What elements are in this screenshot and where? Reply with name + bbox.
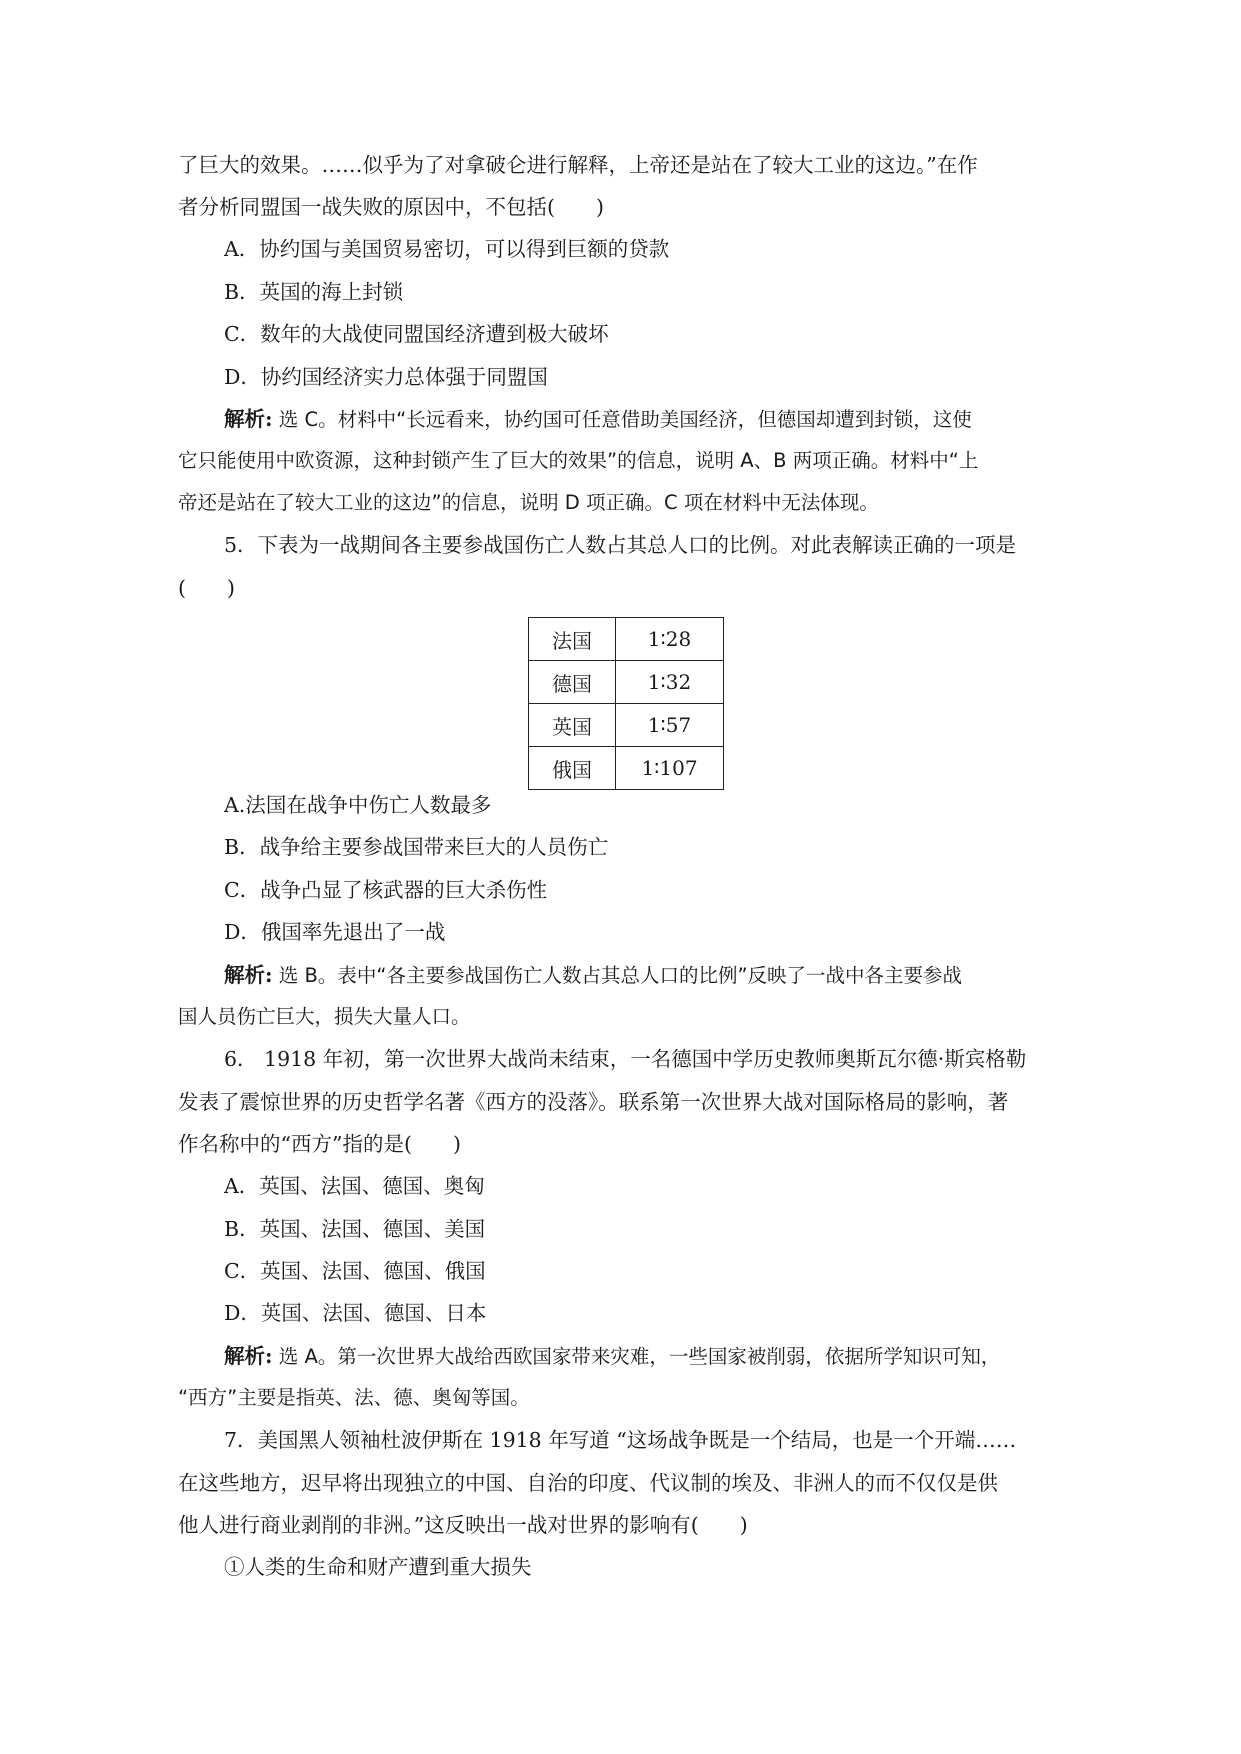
table-cell-country: 俄国	[529, 747, 616, 790]
analysis-text: 选 C。材料中“长远看来，协约国可任意借助美国经济，但德国却遭到封锁，这使	[272, 408, 972, 431]
q4-analysis-line	[224, 404, 1068, 435]
analysis-label: 解析:	[224, 1344, 273, 1368]
table-cell-ratio: 1∶28	[616, 618, 724, 661]
q5-option-a: A.法国在战争中伤亡人数最多	[224, 793, 492, 817]
q7-stem-line: 他人进行商业剥削的非洲。”这反映出一战对世界的影响有( )	[178, 1513, 748, 1537]
analysis-text: 选 A。第一次世界大战给西欧国家带来灾难，一些国家被削弱，依据所学知识可知，	[272, 1345, 1001, 1368]
table-cell-ratio: 1∶107	[616, 747, 724, 790]
q6-option-c: C．英国、法国、德国、俄国	[224, 1259, 486, 1283]
q5-option-c: C．战争凸显了核武器的巨大杀伤性	[224, 878, 548, 902]
table-row	[529, 704, 724, 747]
q6-analysis-line	[224, 1341, 1068, 1372]
q7-stem-line: 7．美国黑人领袖杜波伊斯在 1918 年写道 “这场战争既是一个结局，也是一个开端……	[224, 1428, 1017, 1452]
table-cell-ratio: 1∶57	[616, 704, 724, 747]
table-cell-country: 英国	[529, 704, 616, 747]
q6-stem-line: 作名称中的“西方”指的是( )	[178, 1132, 461, 1156]
q6-analysis-line: “西方”主要是指英、法、德、奥匈等国。	[178, 1386, 530, 1409]
q4-stem-line: 者分析同盟国一战失败的原因中，不包括( )	[178, 195, 604, 219]
q5-analysis-line	[224, 960, 1068, 991]
q7-item-1: ①人类的生命和财产遭到重大损失	[224, 1555, 532, 1579]
q4-option-b: B．英国的海上封锁	[224, 280, 404, 304]
analysis-text: 选 B。表中“各主要参战国伤亡人数占其总人口的比例”反映了一战中各主要参战	[272, 964, 963, 987]
q6-stem-line: 6． 1918 年初，第一次世界大战尚未结束，一名德国中学历史教师奥斯瓦尔德·斯宾格勒	[224, 1047, 1027, 1071]
analysis-label: 解析:	[224, 963, 273, 987]
q5-stem-line: 5．下表为一战期间各主要参战国伤亡人数占其总人口的比例。对此表解读正确的一项是	[224, 533, 1017, 557]
q4-analysis-line: 它只能使用中欧资源，这种封锁产生了巨大的效果”的信息，说明 A、B 两项正确。材料中“上	[178, 449, 979, 472]
analysis-label: 解析:	[224, 407, 273, 431]
q4-option-c: C．数年的大战使同盟国经济遭到极大破坏	[224, 322, 609, 346]
table-row	[529, 747, 724, 790]
q5-option-b: B．战争给主要参战国带来巨大的人员伤亡	[224, 835, 609, 859]
q4-analysis-line: 帝还是站在了较大工业的这边”的信息，说明 D 项正确。C 项在材料中无法体现。	[178, 491, 879, 514]
table-cell-ratio: 1∶32	[616, 661, 724, 704]
q6-option-a: A．英国、法国、德国、奥匈	[224, 1174, 485, 1198]
q6-stem-line: 发表了震惊世界的历史哲学名著《西方的没落》。联系第一次世界大战对国际格局的影响，著	[178, 1090, 1009, 1114]
q4-stem-line: 了巨大的效果。……似乎为了对拿破仑进行解释，上帝还是站在了较大工业的这边。”在作	[178, 153, 978, 177]
table-cell-country: 德国	[529, 661, 616, 704]
q4-option-d: D．协约国经济实力总体强于同盟国	[224, 365, 548, 389]
q5-analysis-line: 国人员伤亡巨大，损失大量人口。	[178, 1005, 471, 1028]
q5-option-d: D．俄国率先退出了一战	[224, 920, 446, 944]
casualty-ratio-table	[528, 617, 724, 790]
q4-option-a: A．协约国与美国贸易密切，可以得到巨额的贷款	[224, 237, 670, 261]
q5-stem-line: ( )	[178, 576, 235, 600]
q6-option-d: D．英国、法国、德国、日本	[224, 1301, 487, 1325]
table-row	[529, 618, 724, 661]
table-row	[529, 661, 724, 704]
table-cell-country: 法国	[529, 618, 616, 661]
q6-option-b: B．英国、法国、德国、美国	[224, 1217, 486, 1241]
q7-stem-line: 在这些地方，迟早将出现独立的中国、自治的印度、代议制的埃及、非洲人的而不仅仅是供	[178, 1471, 998, 1495]
